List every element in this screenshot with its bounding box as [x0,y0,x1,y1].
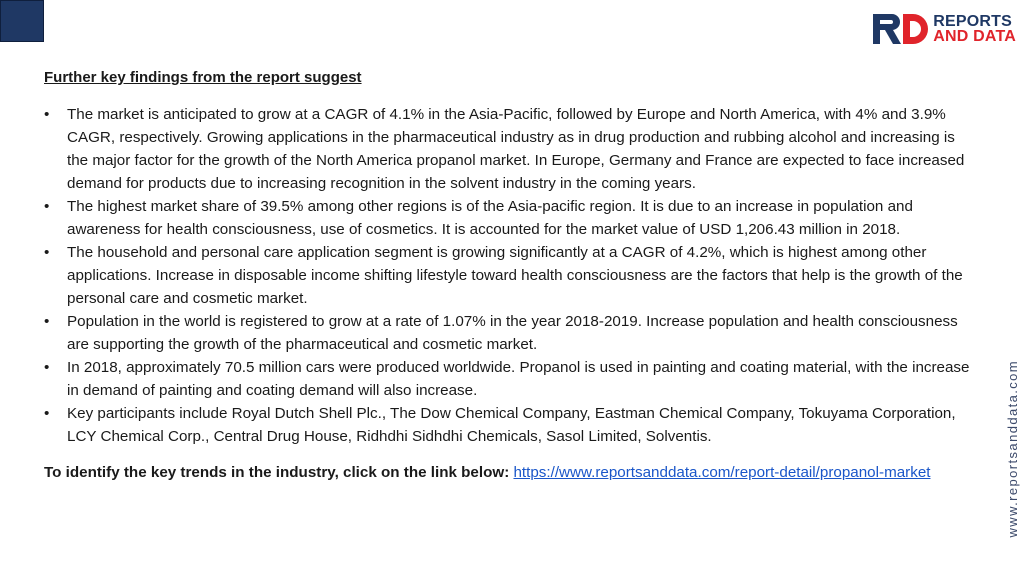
finding-text: The household and personal care application segment is growing significantly at a CAGR of 4.2%, which is highest among other applications. Increase in disposable income shifting lifestyle toward health consciousness are the factors that help is the growth of the personal care and cosmetic market. [67,244,963,307]
content-area [44,68,979,484]
section-heading: Further key findings from the report suggest [44,69,362,86]
bullet-icon: • [44,405,50,422]
report-link[interactable]: https://www.reportsanddata.com/report-detail/propanol-market [513,464,931,481]
corner-square [0,0,44,42]
reports-and-data-logo[interactable] [873,14,1016,44]
finding-text: Population in the world is registered to grow at a rate of 1.07% in the year 2018-2019. Increase population and health consciousness are supporting the growth of the pharmaceutical and cosmetic market. [67,313,958,353]
logo-line-2: AND DATA [933,28,1016,45]
bullet-icon: • [44,198,50,215]
logo-text [933,14,1016,44]
bullet-icon: • [44,244,50,261]
list-item [44,195,979,241]
call-to-action [44,461,979,484]
bullet-icon: • [44,106,50,123]
finding-text: The market is anticipated to grow at a CAGR of 4.1% in the Asia-Pacific, followed by Europe and North America, with 4% and 3.9% CAGR, respectively. Growing applications in the pharmaceutical industry as in drug production and rubbing alcohol and increasing is the major factor for the growth of the North America propanol market. In Europe, Germany and France are expected to face increased demand for products due to increasing recognition in the solvent industry in the coming years. [67,106,965,192]
list-item [44,103,979,195]
bullet-icon: • [44,313,50,330]
bullet-icon: • [44,359,50,376]
rd-logo-mark-icon [873,14,929,44]
findings-list [44,103,979,448]
list-item [44,402,979,448]
side-url-watermark: www.reportsanddata.com [1005,360,1020,538]
cta-label: To identify the key trends in the industry, click on the link below: [44,464,514,481]
logo-line-1: REPORTS [933,13,1012,30]
list-item [44,310,979,356]
list-item [44,356,979,402]
finding-text: Key participants include Royal Dutch Shell Plc., The Dow Chemical Company, Eastman Chemical Company, Tokuyama Corporation, LCY Chemical Corp., Central Drug House, Ridhdhi Sidhdhi Chemicals, Sasol Limited, Solventis. [67,405,956,445]
list-item [44,241,979,310]
finding-text: In 2018, approximately 70.5 million cars were produced worldwide. Propanol is used in painting and coating material, with the increase in demand of painting and coating demand will also increase. [67,359,970,399]
finding-text: The highest market share of 39.5% among other regions is of the Asia-pacific region. It is due to an increase in population and awareness for health consciousness, use of cosmetics. It is accounted for the market value of USD 1,206.43 million in 2018. [67,198,913,238]
